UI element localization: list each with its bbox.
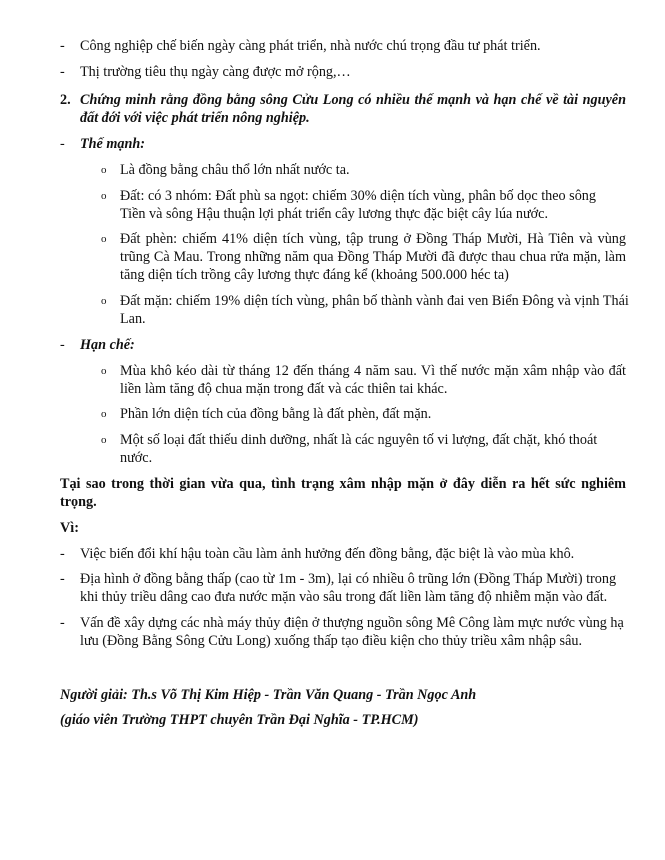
dash-marker: - [60, 546, 65, 562]
dash-marker: - [60, 571, 65, 587]
limitation-item-1-line1: Mùa khô kéo dài từ tháng 12 đến tháng 4 năm sau. Vì thế nước mặn xâm nhập vào đất [120, 363, 626, 379]
section-number: 2. [60, 92, 71, 108]
question-line2: trọng. [60, 494, 97, 510]
author-affiliation: (giáo viên Trường THPT chuyên Trần Đại Nghĩa - TP.HCM) [60, 712, 419, 728]
dash-marker: - [60, 38, 65, 54]
section-title-line1: Chứng minh rằng đồng bằng sông Cửu Long có nhiều thế mạnh và hạn chế về tài nguyên [80, 92, 626, 108]
intro-bullet-2: Thị trường tiêu thụ ngày càng được mở rộng,… [80, 64, 351, 80]
limitation-item-3-line2: nước. [120, 450, 153, 466]
author-names: Người giải: Th.s Võ Thị Kim Hiệp - Trần Văn Quang - Trần Ngọc Anh [60, 687, 477, 703]
dash-marker: - [60, 337, 65, 353]
limitation-item-2: Phần lớn diện tích của đồng bằng là đất phèn, đất mặn. [120, 406, 432, 422]
because-label: Vì: [60, 520, 79, 536]
section-title-line2: đất đới với việc phát triển nông nghiệp. [80, 110, 310, 126]
question-line1: Tại sao trong thời gian vừa qua, tình trạng xâm nhập mặn ở đây diễn ra hết sức nghiêm [60, 476, 626, 492]
circle-marker: o [101, 190, 107, 202]
circle-marker: o [101, 164, 107, 176]
strength-item-2-line1: Đất: có 3 nhóm: Đất phù sa ngọt: chiếm 30% diện tích vùng, phân bố dọc theo sông [120, 188, 596, 204]
because-item-3-line1: Vấn đề xây dựng các nhà máy thủy điện ở thượng nguồn sông Mê Công làm mực nước vùng hạ [80, 615, 624, 631]
circle-marker: o [101, 408, 107, 420]
because-item-3-line2: lưu (Đồng Bằng Sông Cửu Long) xuống thấp tạo điều kiện cho thủy triều xâm nhập sâu. [80, 633, 583, 649]
strengths-heading: Thế mạnh: [80, 136, 146, 152]
strength-item-2-line2: Tiền và sông Hậu thuận lợi phát triển cây lương thực đặc biệt cây lúa nước. [120, 206, 549, 222]
circle-marker: o [101, 233, 107, 245]
because-item-2-line2: khi thủy triều dâng cao đưa nước mặn vào sâu trong đất liền làm tăng độ nhiễm mặn vào đất. [80, 589, 608, 605]
strength-item-3-line3: tăng diện tích trồng cây lương thực đáng kể (khoảng 500.000 héc ta) [120, 267, 509, 283]
dash-marker: - [60, 615, 65, 631]
circle-marker: o [101, 365, 107, 377]
strength-item-4-line1: Đất mặn: chiếm 19% diện tích vùng, phân bố thành vành đai ven Biển Đông và vịnh Thái [120, 293, 629, 309]
limitations-heading: Hạn chế: [80, 337, 135, 353]
strength-item-3-line2: trũng Cà Mau. Trong những năm qua Đồng Tháp Mười đã được thau chua rửa mặn, làm [120, 249, 626, 265]
intro-bullet-1: Công nghiệp chế biến ngày càng phát triển, nhà nước chú trọng đầu tư phát triển. [80, 38, 541, 54]
dash-marker: - [60, 64, 65, 80]
strength-item-3-line1: Đất phèn: chiếm 41% diện tích vùng, tập trung ở Đồng Tháp Mười, Hà Tiên và vùng [120, 231, 626, 247]
limitation-item-1-line2: liền làm tăng độ chua mặn trong đất và các thiên tai khác. [120, 381, 448, 397]
strength-item-4-line2: Lan. [120, 311, 146, 327]
circle-marker: o [101, 434, 107, 446]
because-item-1: Việc biến đổi khí hậu toàn cầu làm ảnh hưởng đến đồng bằng, đặc biệt là vào mùa khô. [80, 546, 575, 562]
because-item-2-line1: Địa hình ở đồng bằng thấp (cao từ 1m - 3m), lại có nhiều ô trũng lớn (Đồng Tháp Mười) trong [80, 571, 617, 587]
strength-item-1: Là đồng bằng châu thổ lớn nhất nước ta. [120, 162, 350, 178]
circle-marker: o [101, 295, 107, 307]
dash-marker: - [60, 136, 65, 152]
limitation-item-3-line1: Một số loại đất thiếu dinh dưỡng, nhất là các nguyên tố vi lượng, đất chặt, khó thoát [120, 432, 598, 448]
